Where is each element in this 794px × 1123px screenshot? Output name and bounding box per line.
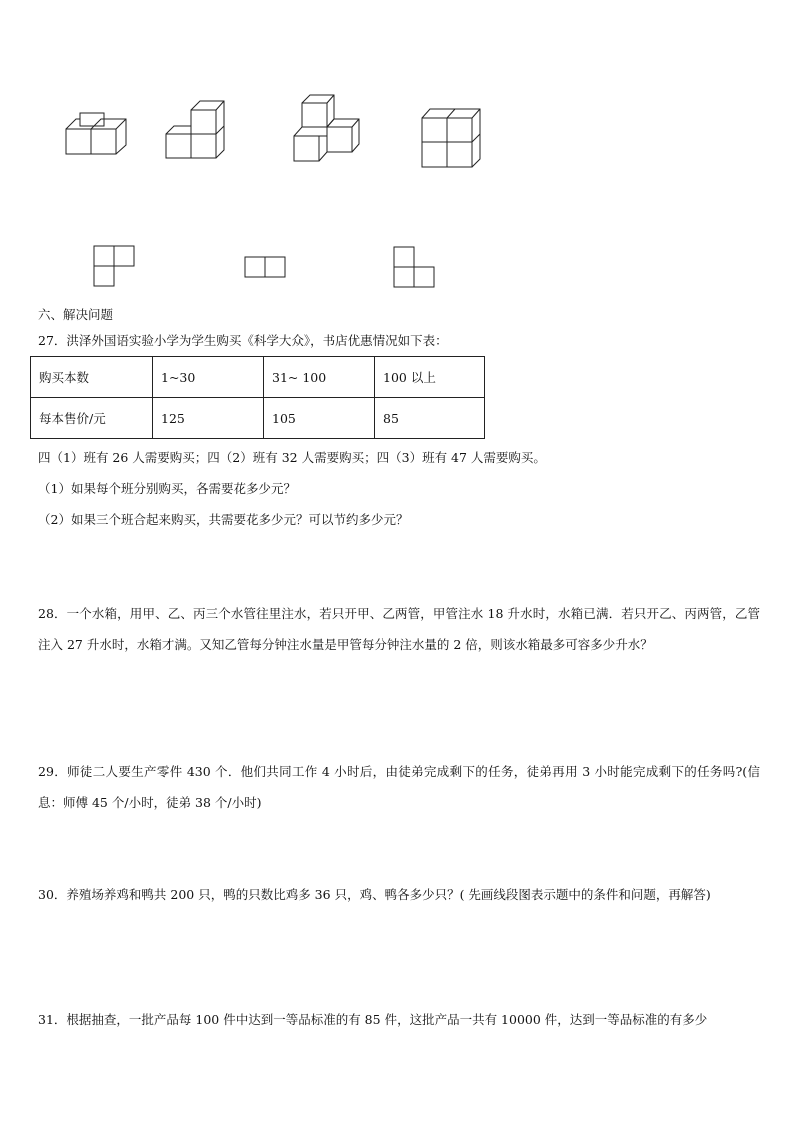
section-heading: 六、解决问题 <box>38 307 114 322</box>
table-cell: 125 <box>153 398 264 439</box>
cube-solid-4 <box>418 104 484 170</box>
table-row <box>31 398 485 439</box>
table-cell: 31~ 100 <box>264 357 375 398</box>
question-29: 29．师徒二人要生产零件 430 个．他们共同工作 4 小时后，由徒弟完成剩下的任务，徒弟再用 3 小时能完成剩下的任务吗?(信息：师傅 45 个/小时，徒弟 38 个/小时) <box>38 764 760 810</box>
table-cell: 85 <box>375 398 485 439</box>
question-27-sub1: （1）如果每个班分别购买，各需要花多少元？ <box>38 481 296 496</box>
table-cell: 100 以上 <box>375 357 485 398</box>
table-row <box>31 357 485 398</box>
table-cell: 105 <box>264 398 375 439</box>
cube-solid-3 <box>288 92 364 164</box>
table-cell: 每本售价/元 <box>31 398 153 439</box>
question-30: 30．养殖场养鸡和鸭共 200 只，鸭的只数比鸡多 36 只，鸡、鸭各多少只？( 先画线段图表示题中的条件和问题，再解答) <box>38 887 711 902</box>
table-cell: 1~30 <box>153 357 264 398</box>
question-27-stem: 27．洪泽外国语实验小学为学生购买《科学大众》，书店优惠情况如下表： <box>38 333 448 348</box>
view-1 <box>92 244 138 288</box>
question-27-info: 四（1）班有 26 人需要购买；四（2）班有 32 人需要购买；四（3）班有 47 人需要购买。 <box>38 450 546 465</box>
question-28: 28．一个水箱，用甲、乙、丙三个水管往里注水，若只开甲、乙两管，甲管注水 18 升水时，水箱已满．若只开乙、丙两管，乙管注入 27 升水时，水箱才满。又知乙管每分钟注水量是甲管每分钟注水量的 2 倍，则该水箱最多可容多少升水？ <box>38 606 760 652</box>
cube-solid-1 <box>60 110 130 162</box>
table-cell: 购买本数 <box>31 357 153 398</box>
price-table <box>30 356 485 439</box>
cube-solid-2 <box>160 98 230 162</box>
question-31: 31．根据抽查，一批产品每 100 件中达到一等品标准的有 85 件，这批产品一共有 10000 件，达到一等品标准的有多少 <box>38 1012 708 1027</box>
view-2 <box>243 256 287 278</box>
question-27-sub2: （2）如果三个班合起来购买，共需要花多少元？可以节约多少元？ <box>38 512 409 527</box>
view-3 <box>392 245 438 289</box>
